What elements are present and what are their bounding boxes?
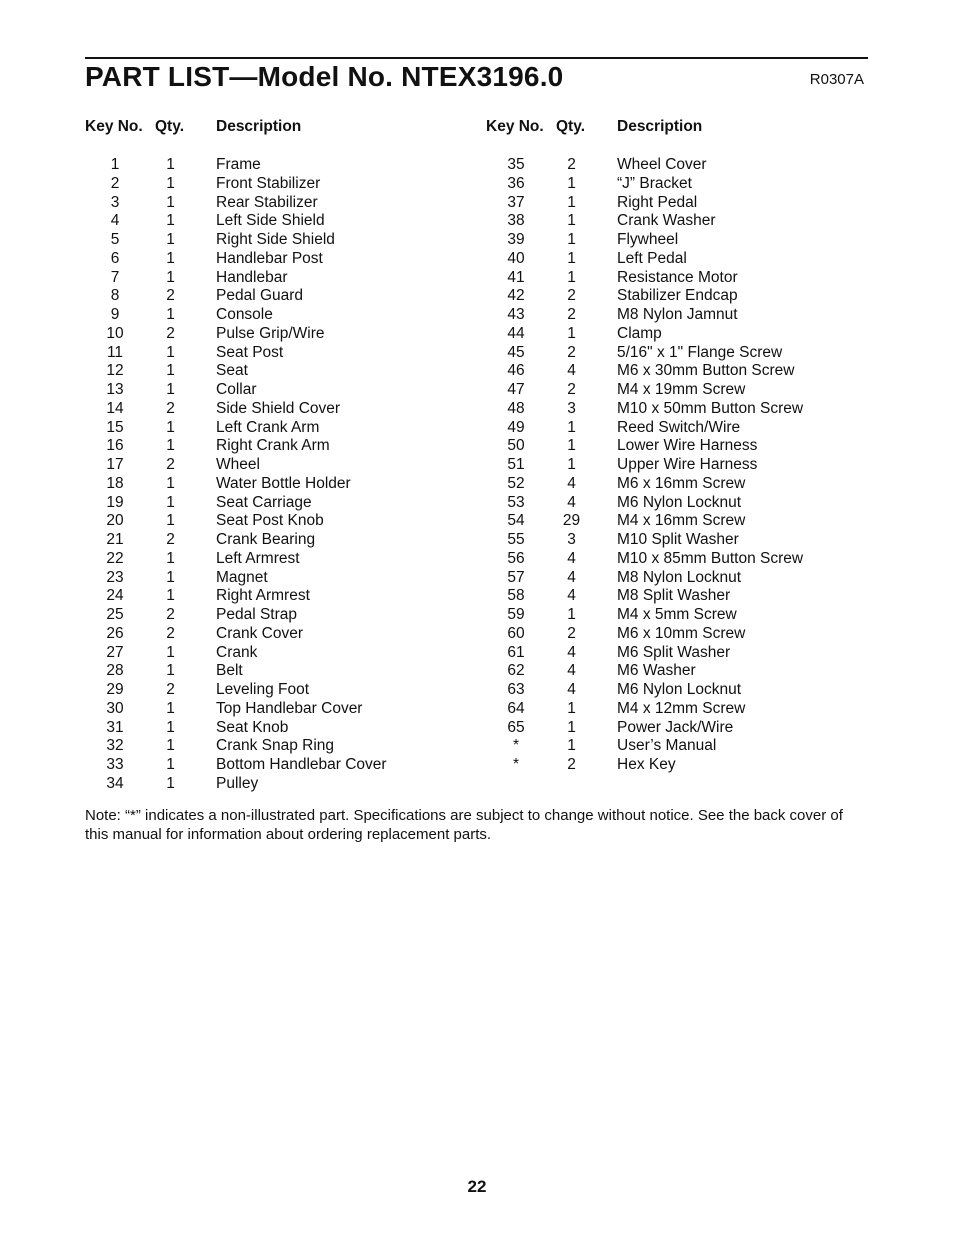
part-description: M8 Split Washer [617,587,731,605]
document-code: R0307A [809,71,864,88]
part-description: Seat Carriage [216,493,312,511]
table-row [486,719,867,738]
part-key-number: 50 [507,437,525,455]
part-description: Left Armrest [216,549,300,567]
part-description: M6 x 16mm Screw [617,474,746,492]
table-row [486,512,867,531]
part-key-number: 45 [507,343,525,361]
table-row [85,494,466,513]
part-key-number: 30 [106,699,124,717]
part-description: Right Side Shield [216,231,335,248]
part-quantity: 1 [166,231,175,248]
part-key-number: 31 [106,718,124,736]
table-row [486,212,867,231]
table-row [85,644,466,663]
part-key-number: 23 [106,568,124,586]
table-header-row [85,118,466,140]
part-quantity: 2 [166,624,175,642]
part-quantity: 2 [166,324,175,342]
table-row [85,362,466,381]
part-description: Seat Post [216,343,284,361]
part-quantity: 1 [166,306,175,323]
table-row [486,250,867,269]
part-quantity: 2 [166,456,175,473]
column-header-key: Key No. [85,118,143,135]
part-quantity: 1 [166,737,175,755]
part-description: Crank Bearing [216,531,316,548]
page-title: PART LIST—Model No. NTEX3196.0 [85,61,564,92]
part-key-number: 21 [106,531,124,548]
part-quantity: 2 [166,531,175,548]
part-key-number: 39 [507,231,525,248]
part-description: Side Shield Cover [216,399,341,417]
part-key-number: 57 [507,568,525,586]
table-row [486,194,867,213]
table-row [486,737,867,756]
part-key-number: 35 [507,156,525,173]
part-description: Crank [216,643,258,661]
part-description: M4 x 16mm Screw [617,512,746,530]
table-row [486,681,867,700]
part-quantity: 1 [567,268,576,286]
part-key-number: 62 [507,662,525,680]
part-description: M6 x 30mm Button Screw [617,362,795,380]
part-description: Hex Key [617,756,676,773]
part-key-number: 24 [106,587,124,605]
table-row [85,719,466,738]
part-description: Handlebar Post [216,249,323,267]
part-quantity: 3 [567,531,576,548]
part-quantity: 1 [166,774,175,792]
table-row [486,381,867,400]
parts-list-left [85,140,466,794]
part-key-number: 12 [106,362,124,380]
table-row [486,662,867,681]
part-description: Power Jack/Wire [617,718,734,736]
table-row [486,400,867,419]
table-row [85,587,466,606]
part-description: Right Crank Arm [216,437,330,455]
part-key-number: 10 [106,324,124,342]
part-key-number: 63 [507,681,525,698]
table-row [85,400,466,419]
part-quantity: 1 [567,249,576,267]
table-row [486,362,867,381]
part-description: Front Stabilizer [216,174,321,192]
part-key-number: 9 [110,306,120,323]
table-row [85,475,466,494]
part-key-number: 2 [110,174,120,192]
table-row [486,175,867,194]
part-description: Left Side Shield [216,212,325,230]
part-description: Left Crank Arm [216,418,320,436]
part-quantity: 2 [166,606,175,623]
part-quantity: 1 [567,456,576,473]
part-key-number: 43 [507,306,525,323]
part-description: “J” Bracket [617,174,692,192]
part-quantity: 1 [166,381,175,398]
part-description: Upper Wire Harness [617,456,758,473]
part-quantity: 1 [567,718,576,736]
part-quantity: 1 [166,268,175,286]
part-description: Crank Snap Ring [216,737,335,755]
part-quantity: 4 [567,362,576,380]
part-key-number: 28 [106,662,124,680]
part-description: Handlebar [216,268,288,286]
part-description: M6 x 10mm Screw [617,624,746,642]
part-key-number: 13 [106,381,124,398]
part-quantity: 4 [567,568,576,586]
part-quantity: 1 [166,756,175,773]
table-row [85,344,466,363]
part-key-number: 27 [106,643,124,661]
column-header-description: Description [617,118,703,135]
table-row [85,325,466,344]
parts-table-left [85,118,466,794]
part-key-number: 47 [507,381,525,398]
table-row [486,700,867,719]
table-row [486,494,867,513]
part-quantity: 4 [567,643,576,661]
part-description: M4 x 19mm Screw [617,381,746,398]
part-quantity: 1 [166,493,175,511]
part-description: Clamp [617,324,662,342]
part-key-number: 14 [106,399,124,417]
part-key-number: 61 [507,643,525,661]
part-description: M10 Split Washer [617,531,739,548]
part-key-number: 64 [507,699,525,717]
part-key-number: 44 [507,324,525,342]
part-quantity: 1 [166,193,175,211]
column-header-qty: Qty. [556,118,585,135]
part-quantity: 1 [567,231,576,248]
part-quantity: 1 [166,474,175,492]
part-quantity: 4 [567,681,576,698]
part-quantity: 1 [166,549,175,567]
table-row [486,531,867,550]
part-key-number: 6 [110,249,120,267]
part-key-number: 4 [110,212,120,230]
part-quantity: 1 [166,212,175,230]
part-description: Bottom Handlebar Cover [216,756,387,773]
part-description: M4 x 5mm Screw [617,606,737,623]
part-key-number: 34 [106,774,124,792]
part-description: Top Handlebar Cover [216,699,363,717]
part-description: Pedal Strap [216,606,297,623]
part-quantity: 2 [567,287,576,305]
part-quantity: 1 [567,193,576,211]
part-key-number: 8 [110,287,120,305]
table-row [85,681,466,700]
part-description: Rear Stabilizer [216,193,318,211]
part-quantity: 29 [562,512,581,530]
part-description: Crank Cover [216,624,303,642]
part-key-number: 48 [507,399,525,417]
part-quantity: 2 [567,381,576,398]
part-description: Crank Washer [617,212,716,230]
part-key-number: 3 [110,193,120,211]
part-key-number: 16 [106,437,124,455]
part-key-number: 32 [106,737,124,755]
part-key-number: 58 [507,587,525,605]
table-row [486,756,867,775]
part-description: Stabilizer Endcap [617,287,738,305]
part-description: M8 Nylon Locknut [617,568,742,586]
part-description: Belt [216,662,243,680]
part-quantity: 1 [166,662,175,680]
part-key-number: 20 [106,512,124,530]
part-key-number: 42 [507,287,525,305]
part-key-number: 7 [110,268,120,286]
table-row [486,587,867,606]
part-quantity: 1 [567,437,576,455]
part-quantity: 3 [567,399,576,417]
part-quantity: 1 [166,174,175,192]
part-quantity: 1 [166,568,175,586]
table-row [486,475,867,494]
table-row [85,250,466,269]
part-description: Magnet [216,568,268,586]
part-quantity: 2 [567,624,576,642]
table-row [486,306,867,325]
table-row [486,569,867,588]
part-quantity: 2 [567,306,576,323]
part-quantity: 2 [166,399,175,417]
part-quantity: 2 [567,156,576,173]
part-description: Lower Wire Harness [617,437,758,455]
part-quantity: 4 [567,587,576,605]
part-key-number: 49 [507,418,525,436]
part-key-number: 26 [106,624,124,642]
part-quantity: 1 [166,437,175,455]
column-header-key: Key No. [486,118,544,135]
part-key-number: 60 [507,624,525,642]
part-key-number: 38 [507,212,525,230]
table-row [85,662,466,681]
part-description: Left Pedal [617,249,687,267]
part-description: M6 Split Washer [617,643,731,661]
part-description: Seat Knob [216,718,289,736]
part-description: M10 x 85mm Button Screw [617,549,804,567]
part-quantity: 2 [166,287,175,305]
parts-list-right [486,140,867,775]
part-description: M8 Nylon Jamnut [617,306,738,323]
part-key-number: 11 [106,343,124,361]
part-key-number: 15 [106,418,124,436]
part-quantity: 1 [166,418,175,436]
part-key-number: 46 [507,362,525,380]
table-row [486,625,867,644]
part-description: Right Armrest [216,587,310,605]
table-row [486,344,867,363]
part-quantity: 1 [567,324,576,342]
table-row [85,569,466,588]
part-description: Pulley [216,774,259,792]
table-row [486,156,867,175]
table-row [85,194,466,213]
part-quantity: 1 [567,212,576,230]
part-quantity: 1 [166,699,175,717]
table-row [85,156,466,175]
part-quantity: 1 [166,362,175,380]
part-description: M10 x 50mm Button Screw [617,399,804,417]
table-row [85,269,466,288]
part-description: Water Bottle Holder [216,474,351,492]
table-row [85,737,466,756]
part-quantity: 1 [166,587,175,605]
part-quantity: 2 [166,681,175,698]
table-row [486,437,867,456]
table-row [85,437,466,456]
part-quantity: 4 [567,549,576,567]
part-quantity: 4 [567,474,576,492]
table-row [486,606,867,625]
part-key-number: 52 [507,474,525,492]
table-row [85,700,466,719]
part-description: Resistance Motor [617,268,738,286]
part-key-number: 59 [507,606,525,623]
part-key-number: 5 [110,231,120,248]
part-quantity: 2 [567,343,576,361]
part-key-number: 36 [507,174,525,192]
part-description: 5/16" x 1" Flange Screw [617,343,783,361]
table-row [85,175,466,194]
table-row [486,419,867,438]
part-key-number: * [512,737,520,755]
part-key-number: 33 [106,756,124,773]
column-header-qty: Qty. [155,118,184,135]
part-description: Reed Switch/Wire [617,418,741,436]
table-row [85,381,466,400]
table-row [85,775,466,794]
footnote: Note: “*” indicates a non-illustrated part. Specifications are subject to change without notice. See the back cover of this manual for information about ordering replacement parts. [85,807,843,843]
part-key-number: 51 [507,456,525,473]
table-row [486,550,867,569]
part-key-number: 17 [106,456,124,473]
part-description: Pulse Grip/Wire [216,324,325,342]
table-row [85,625,466,644]
part-key-number: * [512,756,520,773]
table-row [486,456,867,475]
part-description: Collar [216,381,257,398]
part-key-number: 53 [507,493,525,511]
part-description: Wheel Cover [617,156,707,173]
part-quantity: 1 [166,343,175,361]
part-description: M6 Nylon Locknut [617,493,742,511]
part-key-number: 22 [106,549,124,567]
table-row [85,606,466,625]
part-description: Flywheel [617,231,679,248]
part-quantity: 1 [166,249,175,267]
table-row [486,231,867,250]
part-description: User’s Manual [617,737,717,755]
table-row [85,456,466,475]
part-quantity: 4 [567,662,576,680]
part-quantity: 1 [166,718,175,736]
part-description: Leveling Foot [216,681,310,698]
part-key-number: 37 [507,193,525,211]
part-quantity: 1 [567,174,576,192]
part-description: M6 Nylon Locknut [617,681,742,698]
part-description: Right Pedal [617,193,698,211]
table-row [85,287,466,306]
part-quantity: 4 [567,493,576,511]
table-header-row [486,118,867,140]
part-quantity: 1 [166,156,175,173]
part-description: Seat [216,362,248,380]
part-key-number: 55 [507,531,525,548]
part-quantity: 1 [567,699,576,717]
part-key-number: 1 [110,156,120,173]
table-row [486,644,867,663]
part-key-number: 54 [507,512,525,530]
part-key-number: 25 [106,606,124,623]
part-key-number: 18 [106,474,124,492]
page-number: 22 [467,1177,487,1196]
table-row [486,287,867,306]
table-row [85,756,466,775]
table-row [85,212,466,231]
part-quantity: 1 [567,606,576,623]
table-row [486,325,867,344]
part-key-number: 56 [507,549,525,567]
part-quantity: 1 [567,418,576,436]
parts-table-right [486,118,867,775]
part-key-number: 40 [507,249,525,267]
part-description: Pedal Guard [216,287,304,305]
table-row [85,419,466,438]
part-description: Seat Post Knob [216,512,324,530]
table-row [85,531,466,550]
table-row [85,512,466,531]
table-row [85,231,466,250]
part-key-number: 65 [507,718,525,736]
part-key-number: 41 [507,268,525,286]
table-row [486,269,867,288]
table-row [85,550,466,569]
part-description: Console [216,306,273,323]
part-quantity: 1 [567,737,576,755]
part-quantity: 2 [567,756,576,773]
column-header-description: Description [216,118,302,135]
part-description: M4 x 12mm Screw [617,699,746,717]
part-key-number: 19 [106,493,124,511]
part-description: Frame [216,156,261,173]
table-row [85,306,466,325]
part-quantity: 1 [166,643,175,661]
part-description: M6 Washer [617,662,696,680]
part-description: Wheel [216,456,260,473]
part-key-number: 29 [106,681,124,698]
part-quantity: 1 [166,512,175,530]
